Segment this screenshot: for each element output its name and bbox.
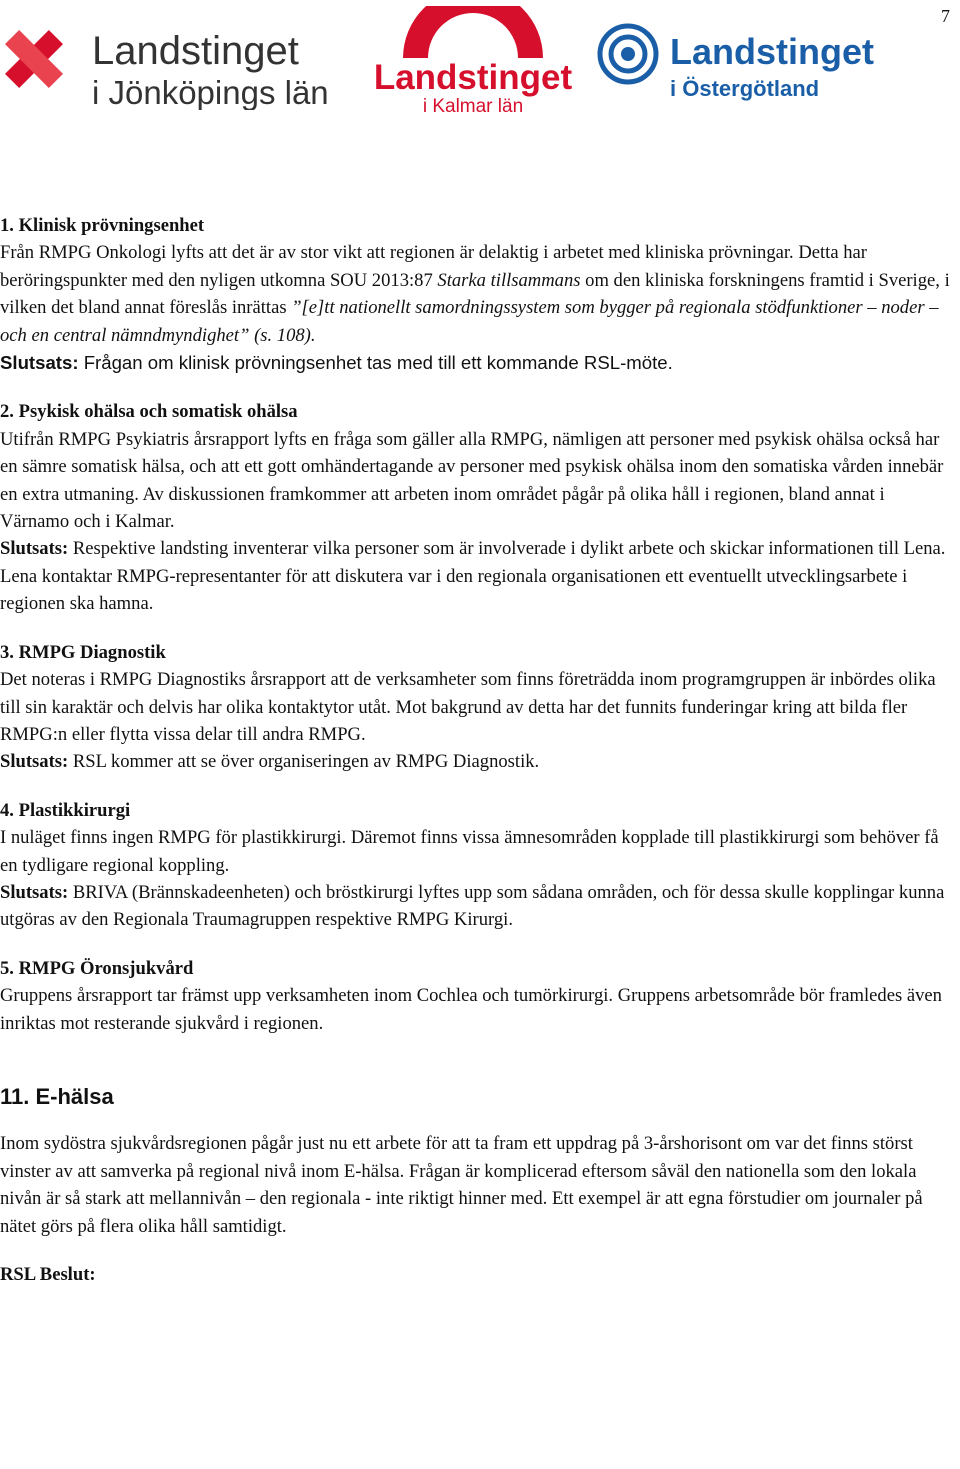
body-text: om den kliniska forskningens framtid i Sverige, i vilken det bland annat föreslås inrättas xyxy=(0,269,950,319)
kalmar-logo-line1: Landstinget xyxy=(373,58,573,97)
section-klinisk-provningsenhet xyxy=(0,212,955,377)
section-body: Gruppens årsrapport tar främst upp verksamheten inom Cochlea och tumörkirurgi. Gruppens arbetsområde bör framledes även inriktas mot resterande sjukvård i regionen. xyxy=(0,985,942,1034)
ostergotland-logo-line2: i Östergötland xyxy=(670,76,820,101)
conclusion-label: Slutsats: xyxy=(0,538,69,560)
section-conclusion xyxy=(0,879,955,934)
kalmar-logo-line2: i Kalmar län xyxy=(422,96,524,117)
logo-bar xyxy=(0,6,960,116)
section-heading: 3. RMPG Diagnostik xyxy=(0,641,166,663)
conclusion-text: Frågan om klinisk prövningsenhet tas med till ett kommande RSL-möte. xyxy=(78,352,673,374)
section-rmpg-oronsjukvard xyxy=(0,955,955,1037)
italic-title: Starka tillsammans xyxy=(437,269,581,291)
conclusion-label: Slutsats: xyxy=(0,352,79,374)
section-body: Inom sydöstra sjukvårdsregionen pågår just nu ett arbete för att ta fram ett uppdrag på 3-årshorisont om var det finns störst vinster av att samverka på regional nivå inom E-hälsa. Frågan är komplicerad eftersom såväl den nationella som den lokala nivån är så stark att mellannivån – den regionala - inte riktigt hinner med. Ett exempel är att egna förstudier om journaler på nätet görs på flera olika håll samtidigt. xyxy=(0,1133,923,1237)
body-text: Från RMPG Onkologi lyfts att det är av stor vikt att regionen är delaktig i arbetet med kliniska prövningar. Detta har beröringspunkter med den nyligen utkomna SOU 2013:87 xyxy=(0,242,867,291)
section-body xyxy=(0,239,955,349)
conclusion-text: Respektive landsting inventerar vilka personer som är involverade i dylikt arbete och skickar informationen till Lena. Lena kontaktar RMPG-representanter för att diskutera var i den regionala organisationen ett eventuellt utvecklingsarbete i regionen ska hamna. xyxy=(0,538,946,615)
section-body: I nuläget finns ingen RMPG för plastikkirurgi. Däremot finns vissa ämnesområden kopplade till plastikkirurgi som behöver få en tydligare regional koppling. xyxy=(0,827,939,876)
section-body: Utifrån RMPG Psykiatris årsrapport lyfts en fråga som gäller alla RMPG, nämligen att personer med psykisk ohälsa också har en sämre somatisk hälsa, och att ett gott omhändertagande av personer med psykisk ohälsa inom den somatiska vården innebär en extra utmaning. Av diskussionen framkommer att arbeten inom området pågår på olika håll i regionen, bland annat i Värnamo och i Kalmar. xyxy=(0,428,944,533)
conclusion-label: Slutsats: xyxy=(0,881,69,903)
jonkoping-logo-line2: i Jönköpings län xyxy=(92,74,329,110)
section-psykisk-ohalsa xyxy=(0,398,955,617)
section-heading: 1. Klinisk prövningsenhet xyxy=(0,215,205,236)
page-number: 7 xyxy=(941,6,950,26)
landstinget-jonkoping-logo xyxy=(4,20,349,110)
section-body: Det noteras i RMPG Diagnostiks årsrapport att de verksamheter som finns företrädda inom programgruppen är inbördes olika till sin karaktär och delvis har olika kontaktytor utåt. Mot bakgrund av detta har det funnits funderingar kring att bilda fler RMPG:n eller flytta vissa delar till andra RMPG. xyxy=(0,669,936,745)
rsl-beslut-heading: RSL Beslut: xyxy=(0,1264,96,1285)
conclusion-text: BRIVA (Brännskadeenheten) och bröstkirurgi lyftes upp som sådana områden, och för dessa skulle kopplingar kunna utgöras av den Regionala Traumagruppen respektive RMPG Kirurgi. xyxy=(0,881,945,931)
section-heading: 2. Psykisk ohälsa och somatisk ohälsa xyxy=(0,401,298,423)
section-plastikkirurgi xyxy=(0,797,955,934)
landstinget-ostergotland-logo xyxy=(594,18,924,108)
section-conclusion xyxy=(0,535,955,617)
section-conclusion xyxy=(0,748,955,775)
landstinget-kalmar-logo xyxy=(368,6,578,118)
section-rmpg-diagnostik xyxy=(0,639,955,776)
jonkoping-logo-line1: Landstinget xyxy=(92,29,299,73)
document-body xyxy=(0,212,955,1288)
conclusion-label: Slutsats: xyxy=(0,751,69,773)
section-heading: 4. Plastikkirurgi xyxy=(0,799,131,821)
ostergotland-logo-line1: Landstinget xyxy=(670,31,874,72)
italic-quote: ”[e]tt nationellt samordningssystem som bygger på regionala stödfunktioner – noder – och en central nämndmyndighet” (s. 108). xyxy=(0,297,939,346)
section-heading-e-halsa: 11. E-hälsa xyxy=(0,1083,114,1109)
section-conclusion xyxy=(0,349,955,377)
conclusion-text: RSL kommer att se över organiseringen av RMPG Diagnostik. xyxy=(68,751,540,773)
section-heading: 5. RMPG Öronsjukvård xyxy=(0,957,194,979)
section-e-halsa xyxy=(0,1130,955,1240)
